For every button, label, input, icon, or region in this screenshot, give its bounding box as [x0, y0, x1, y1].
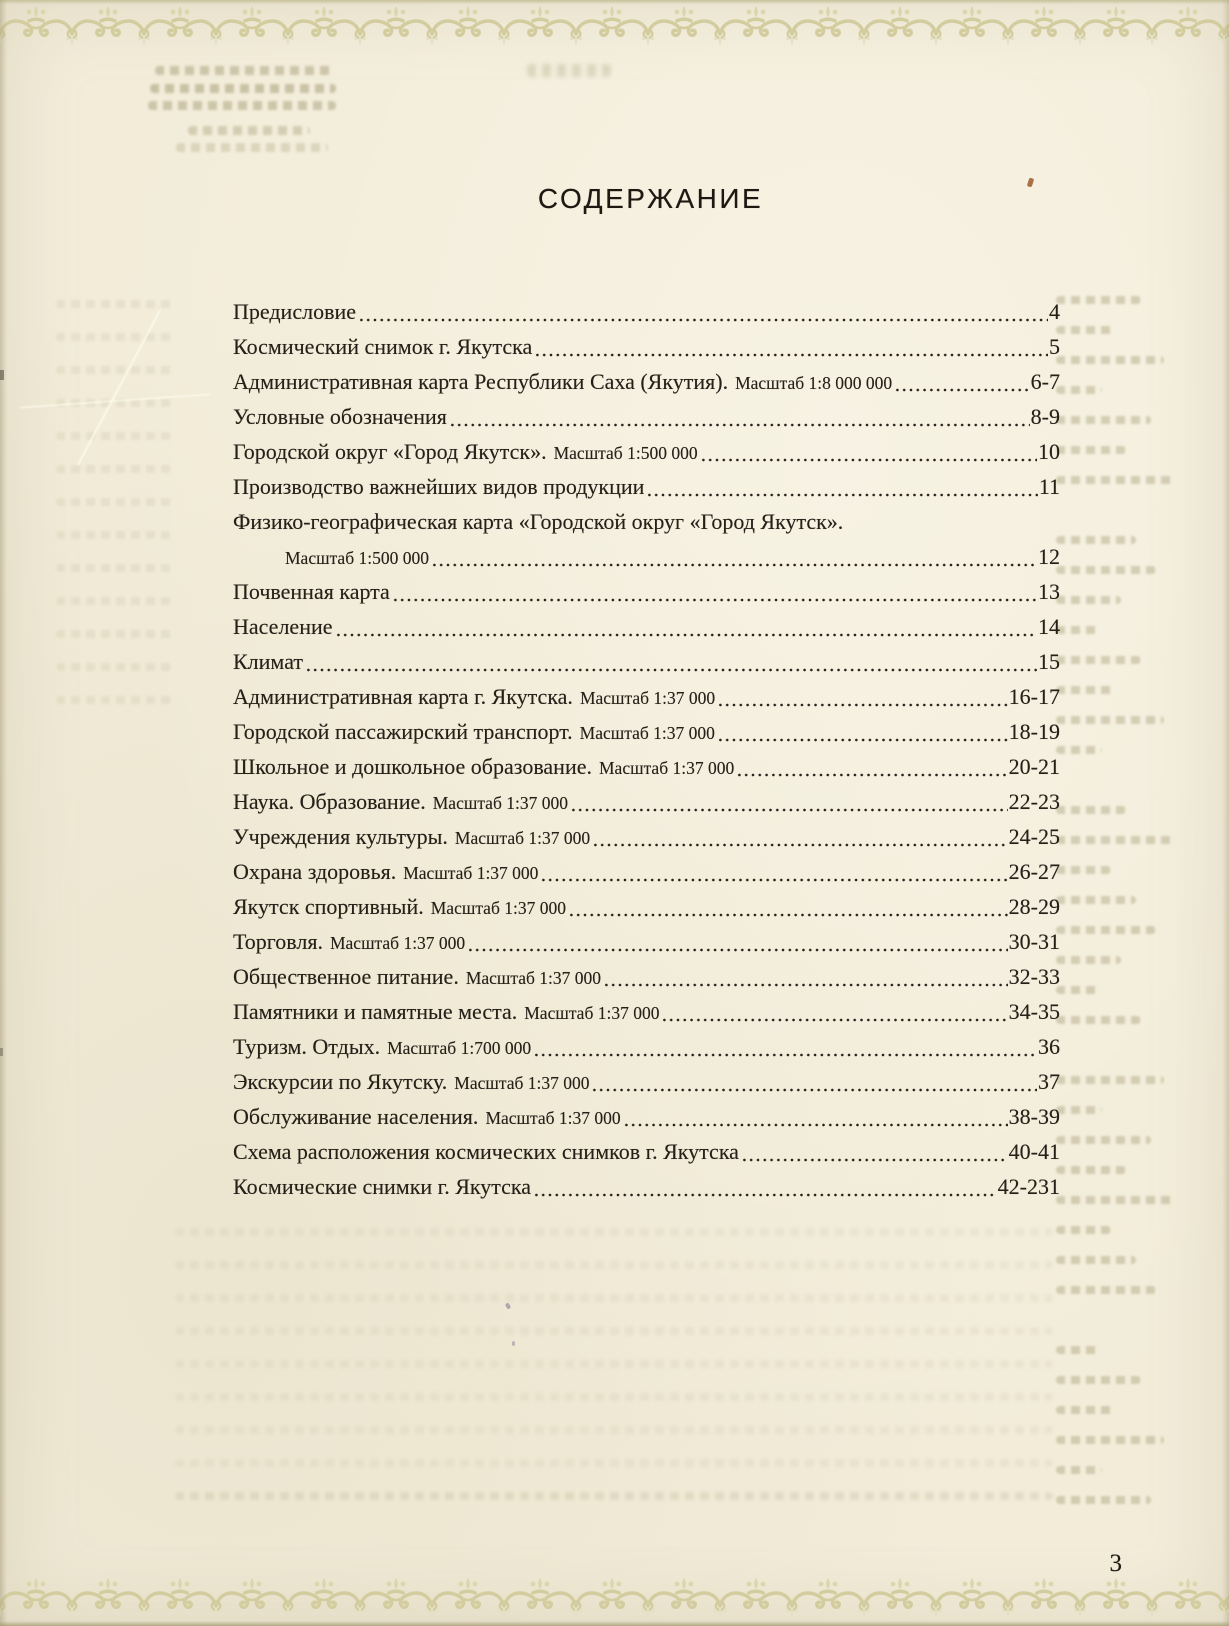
- toc-entry-scale: Масштаб 1:37 000: [454, 1073, 590, 1093]
- toc-entry-pages: 12: [1038, 544, 1060, 569]
- toc-entry-scale: Масштаб 1:8 000 000: [735, 373, 893, 393]
- toc-entry-title: Почвенная карта: [233, 579, 390, 604]
- bleed-through-smear: [175, 1459, 1053, 1467]
- toc-leader-dots: [736, 773, 1007, 777]
- toc-leader-dots: [392, 598, 1037, 602]
- toc-entry-pages: 20-21: [1008, 754, 1060, 779]
- bleed-through-smear: [1056, 716, 1164, 724]
- toc-leader-dots: [467, 948, 1007, 952]
- bleed-through-smear: [56, 465, 176, 473]
- bleed-through-smear: [1056, 536, 1136, 544]
- bleed-through-smear: [176, 143, 328, 152]
- toc-entry-title: Городской округ «Город Якутск».: [233, 439, 547, 464]
- bleed-through-smear: [56, 663, 176, 671]
- bleed-through-smear: [1056, 1166, 1126, 1174]
- bleed-through-smear: [527, 64, 611, 77]
- toc-leader-dots: [335, 633, 1037, 637]
- bleed-through-smear: [1056, 476, 1174, 484]
- toc-leader-dots: [568, 913, 1008, 917]
- toc-entry: [233, 574, 1060, 609]
- bleed-through-smear: [175, 1393, 1053, 1401]
- bleed-through-smear: [175, 1327, 1053, 1335]
- toc-leader-dots: [570, 808, 1008, 812]
- toc-entry: [233, 784, 1060, 819]
- bleed-through-smear: [1056, 1496, 1151, 1504]
- toc-entry-pages: 8-9: [1030, 404, 1060, 429]
- bleed-through-smear: [1056, 806, 1126, 814]
- ornamental-border-top: [0, 3, 1229, 49]
- toc-leader-dots: [717, 703, 1008, 707]
- toc-leader-dots: [533, 1193, 997, 1197]
- toc-entry-title: Охрана здоровья.: [233, 859, 397, 884]
- toc-entry: [233, 1134, 1060, 1169]
- toc-entry: [233, 434, 1060, 469]
- toc-entry-pages: 34-35: [1008, 999, 1060, 1024]
- bleed-through-smear: [148, 101, 336, 110]
- toc-leader-dots: [305, 668, 1037, 672]
- bleed-through-smear: [56, 564, 176, 572]
- scan-edge-left: [0, 0, 7, 1626]
- toc-entry: [233, 924, 1060, 959]
- bleed-through-smear: [175, 1360, 1053, 1368]
- toc-entry-title: Административная карта Республики Саха (Якутия).: [233, 369, 729, 394]
- toc-entry-pages: 5: [1049, 334, 1060, 359]
- toc-entry-title: Климат: [233, 649, 304, 674]
- toc-entry-scale: Масштаб 1:37 000: [524, 1003, 660, 1023]
- ink-speck: [505, 1302, 511, 1309]
- toc-entry: [233, 854, 1060, 889]
- page-title: СОДЕРЖАНИЕ: [537, 183, 764, 214]
- bleed-through-smear: [1056, 1016, 1141, 1024]
- bleed-through-smear: [1056, 566, 1156, 574]
- toc-entry-scale: Масштаб 1:37 000: [403, 863, 539, 883]
- toc-leader-dots: [540, 878, 1007, 882]
- toc-entry-pages: 13: [1038, 579, 1060, 604]
- scan-edge-right: [1222, 0, 1229, 1626]
- bleed-through-smear: [1056, 956, 1121, 964]
- toc-entry-title: Памятники и памятные места.: [233, 999, 518, 1024]
- toc-entry: [233, 714, 1060, 749]
- bleed-through-smear: [1056, 656, 1141, 664]
- toc-entry-pages: 28-29: [1008, 894, 1060, 919]
- toc-entry-pages: 14: [1038, 614, 1060, 639]
- toc-leader-dots: [591, 1088, 1037, 1092]
- toc-entry: [233, 994, 1060, 1029]
- toc-entry-title: Общественное питание.: [233, 964, 459, 989]
- bleed-through-smear: [1056, 1256, 1136, 1264]
- toc-entry-title: Предисловие: [233, 299, 356, 324]
- toc-entry-pages: 32-33: [1008, 964, 1060, 989]
- bleed-through-smear: [1056, 1436, 1164, 1444]
- toc-entry-title: Школьное и дошкольное образование.: [233, 754, 592, 779]
- bleed-through-smear: [1056, 1286, 1156, 1294]
- toc-entry-title: Туризм. Отдых.: [233, 1034, 381, 1059]
- bleed-through-smear: [175, 1426, 1053, 1434]
- toc-entry-scale: Масштаб 1:37 000: [485, 1108, 621, 1128]
- toc-entry: [233, 679, 1060, 714]
- toc-entry: [233, 399, 1060, 434]
- toc-entry: [233, 959, 1060, 994]
- toc-entry-title: Производство важнейших видов продукции: [233, 474, 645, 499]
- toc-leader-dots: [717, 738, 1008, 742]
- scan-edge-mark: [0, 370, 4, 380]
- bleed-through-smear: [175, 1228, 1053, 1236]
- bleed-through-smear: [56, 300, 176, 308]
- toc-entry-scale: Масштаб 1:37 000: [599, 758, 735, 778]
- toc-leader-dots: [646, 493, 1037, 497]
- bleed-through-smear: [1056, 1466, 1102, 1474]
- toc-entry-scale: Масштаб 1:37 000: [430, 898, 566, 918]
- toc-leader-dots: [623, 1123, 1008, 1127]
- bleed-through-smear: [175, 1261, 1053, 1269]
- toc-entry-pages: 11: [1038, 474, 1060, 499]
- bleed-through-smear: [1056, 626, 1098, 634]
- toc-entry-title: Торговля.: [233, 929, 323, 954]
- toc-entry-title: Административная карта г. Якутска.: [233, 684, 573, 709]
- toc-entry: [233, 609, 1060, 644]
- toc-entry: [233, 364, 1060, 399]
- toc-leader-dots: [533, 1053, 1037, 1057]
- bleed-through-smear: [56, 531, 176, 539]
- scan-edge-top: [0, 0, 1229, 4]
- bleed-through-smear: [1056, 1196, 1174, 1204]
- scan-edge-bottom: [0, 1621, 1229, 1626]
- bleed-through-smear: [1056, 296, 1141, 304]
- toc-entry-title: Схема расположения космических снимков г. Якутска: [233, 1139, 739, 1164]
- toc-leader-dots: [894, 388, 1030, 392]
- toc-entry-pages: 37: [1038, 1069, 1060, 1094]
- bleed-through-smear: [1056, 896, 1136, 904]
- toc-leader-dots: [741, 1158, 1008, 1162]
- toc-entry-pages: 18-19: [1008, 719, 1060, 744]
- bleed-through-smear: [1056, 836, 1174, 844]
- bleed-through-smear: [56, 498, 176, 506]
- toc-entry: [233, 1029, 1060, 1064]
- toc-leader-dots: [661, 1018, 1007, 1022]
- toc-leader-dots: [534, 353, 1048, 357]
- bleed-through-smear: [1056, 1376, 1141, 1384]
- bleed-through-smear: [56, 333, 176, 341]
- bleed-through-smear: [175, 1492, 1053, 1500]
- bleed-through-smear: [1056, 416, 1151, 424]
- bleed-through-smear: [150, 84, 336, 93]
- toc-leader-dots: [449, 423, 1030, 427]
- scan-edge-mark: [0, 1048, 3, 1056]
- toc-entry-scale: Масштаб 1:37 000: [454, 828, 591, 848]
- toc-entry-pages: 38-39: [1008, 1104, 1060, 1129]
- bleed-through-smear: [1056, 596, 1121, 604]
- bleed-through-smear: [1056, 866, 1111, 874]
- toc-entry-pages: 4: [1049, 299, 1060, 324]
- toc-entry-scale: Масштаб 1:37 000: [465, 968, 602, 988]
- toc-entry: [233, 294, 1060, 329]
- toc-entry-title: Городской пассажирский транспорт.: [233, 719, 573, 744]
- toc-entry-scale: Масштаб 1:500 000: [285, 548, 429, 568]
- bleed-through-smear: [188, 126, 310, 135]
- toc-entry: [233, 539, 1060, 574]
- toc-entry: [233, 644, 1060, 679]
- toc-entry: [233, 819, 1060, 854]
- toc-entry: [233, 504, 1060, 539]
- toc-entry: [233, 1169, 1060, 1204]
- toc-entry-scale: Масштаб 1:37 000: [579, 688, 716, 708]
- toc-entry-pages: 6-7: [1030, 369, 1060, 394]
- toc-entry-title: Наука. Образование.: [233, 789, 426, 814]
- toc-entry-pages: 15: [1038, 649, 1060, 674]
- toc-entry-scale: Масштаб 1:37 000: [432, 793, 568, 813]
- toc-entry-pages: 42-231: [997, 1174, 1060, 1199]
- toc-entry-title: Учреждения культуры.: [233, 824, 448, 849]
- bleed-through-smear: [1056, 446, 1126, 454]
- bleed-through-smear: [56, 696, 176, 704]
- toc-entry: [233, 329, 1060, 364]
- toc-entry: [233, 1099, 1060, 1134]
- toc-entry-pages: 16-17: [1008, 684, 1060, 709]
- toc-entry-pages: 40-41: [1008, 1139, 1060, 1164]
- bleed-through-smear: [56, 432, 176, 440]
- toc-entry: [233, 1064, 1060, 1099]
- ornamental-border-bottom: [0, 1575, 1229, 1621]
- toc-entry: [233, 889, 1060, 924]
- toc-entry-title: Физико-географическая карта «Городской округ «Город Якутск».: [233, 509, 844, 534]
- toc-leader-dots: [700, 458, 1037, 462]
- toc-entry-pages: 30-31: [1008, 929, 1060, 954]
- toc-entry: [233, 749, 1060, 784]
- bleed-through-smear: [1056, 926, 1156, 934]
- bleed-through-smear: [1056, 326, 1116, 334]
- toc-entry-pages: 36: [1038, 1034, 1060, 1059]
- toc-entry-title: Космические снимки г. Якутска: [233, 1174, 532, 1199]
- toc-entry-title: Якутск спортивный.: [233, 894, 424, 919]
- bleed-through-smear: [1056, 1076, 1164, 1084]
- toc-entry-scale: Масштаб 1:37 000: [329, 933, 466, 953]
- bleed-through-smear: [1056, 686, 1116, 694]
- toc-entry-title: Экскурсии по Якутску.: [233, 1069, 448, 1094]
- toc-entry-pages: 26-27: [1008, 859, 1060, 884]
- bleed-through-smear: [1056, 1106, 1102, 1114]
- bleed-through-smear: [175, 1294, 1053, 1302]
- paper-crease: [77, 310, 160, 465]
- bleed-through-smear: [1056, 1136, 1151, 1144]
- toc-entry-scale: Масштаб 1:500 000: [553, 443, 698, 463]
- toc-entry-title: Обслуживание населения.: [233, 1104, 479, 1129]
- bleed-through-smear: [56, 366, 176, 374]
- ink-speck: [1027, 177, 1035, 187]
- bleed-through-smear: [1056, 986, 1098, 994]
- toc-entry: [233, 469, 1060, 504]
- bleed-through-smear: [155, 66, 335, 75]
- ink-speck: [512, 1341, 515, 1346]
- toc-leader-dots: [358, 318, 1048, 322]
- toc-list: [233, 294, 1060, 1204]
- bleed-through-smear: [1056, 386, 1102, 394]
- bleed-through-smear: [1056, 356, 1164, 364]
- toc-entry-title: Космический снимок г. Якутска: [233, 334, 533, 359]
- toc-entry-scale: Масштаб 1:37 000: [579, 723, 715, 743]
- toc-leader-dots: [431, 563, 1037, 567]
- bleed-through-smear: [1056, 1406, 1116, 1414]
- bleed-through-smear: [1056, 746, 1102, 754]
- toc-entry-title: Население: [233, 614, 333, 639]
- toc-entry-scale: Масштаб 1:700 000: [387, 1038, 532, 1058]
- page-number: 3: [1109, 1550, 1122, 1577]
- bleed-through-smear: [1056, 1346, 1098, 1354]
- toc-leader-dots: [592, 843, 1008, 847]
- bleed-through-smear: [56, 597, 176, 605]
- toc-leader-dots: [603, 983, 1008, 987]
- toc-entry-pages: 22-23: [1008, 789, 1060, 814]
- toc-entry-title: Условные обозначения: [233, 404, 447, 429]
- bleed-through-smear: [56, 630, 176, 638]
- bleed-through-smear: [1056, 1226, 1111, 1234]
- toc-entry-pages: 10: [1038, 439, 1060, 464]
- toc-entry-pages: 24-25: [1008, 824, 1060, 849]
